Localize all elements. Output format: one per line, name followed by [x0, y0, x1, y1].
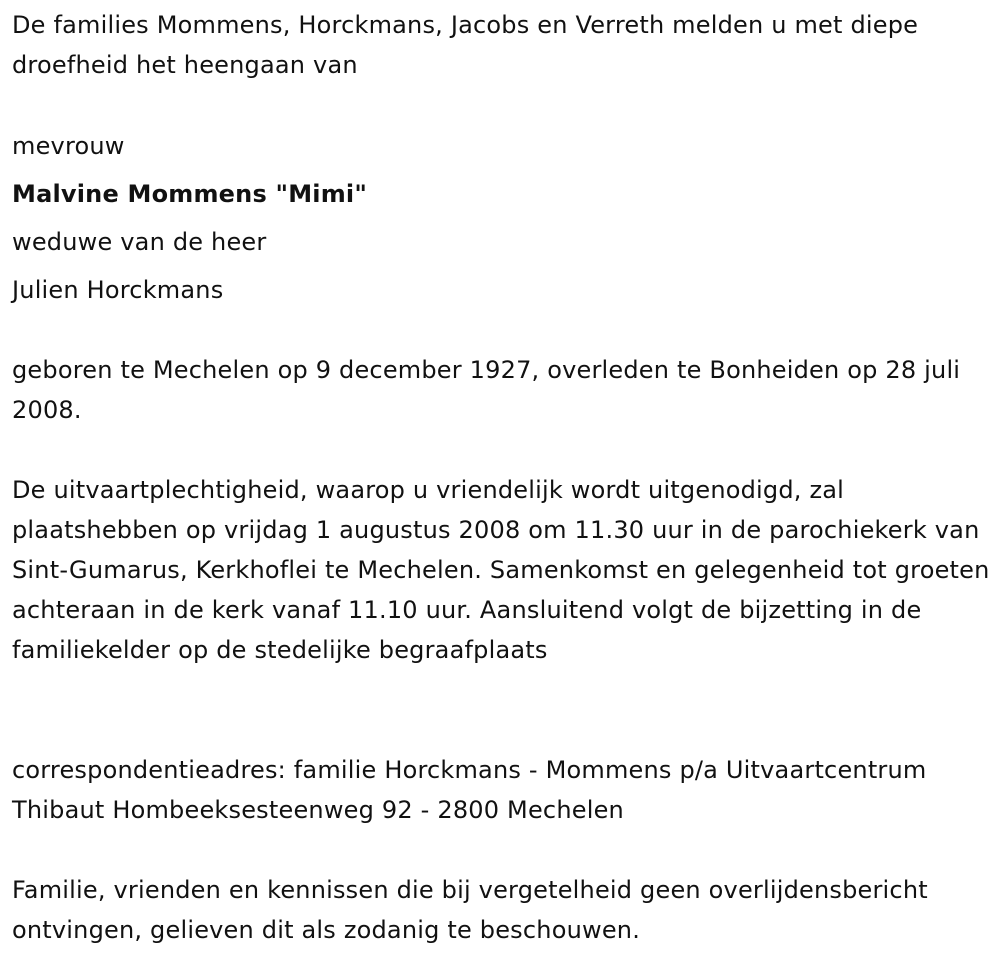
spouse-name: Julien Horckmans — [12, 276, 224, 304]
salutation: mevrouw — [12, 132, 125, 160]
relation-text: weduwe van de heer — [12, 228, 267, 256]
closing-paragraph: Familie, vrienden en kennissen die bij vergetelheid geen overlijdensbericht ontvingen, gelieven dit als zodanig te beschouwen. — [12, 876, 928, 944]
ceremony-paragraph: De uitvaartplechtigheid, waarop u vriendelijk wordt uitgenodigd, zal plaatshebben op vrijdag 1 augustus 2008 om 11.30 uur in de parochiekerk van Sint-Gumarus, Kerkhoflei te Mechelen. Samenkomst en gelegenheid tot groeten achteraan in de kerk vanaf 11.10 uur. Aansluitend volgt de bijzetting in de familiekelder op de stedelijke begraafplaats — [12, 476, 990, 664]
birth-death-paragraph: geboren te Mechelen op 9 december 1927, overleden te Bonheiden op 28 juli 2008. — [12, 356, 961, 424]
deceased-name: Malvine Mommens "Mimi" — [12, 180, 368, 208]
correspondence-paragraph: correspondentieadres: familie Horckmans - Mommens p/a Uitvaartcentrum Thibaut Hombeeksesteenweg 92 - 2800 Mechelen — [12, 756, 927, 824]
intro-paragraph: De families Mommens, Horckmans, Jacobs en Verreth melden u met diepe droefheid het heengaan van — [12, 11, 919, 79]
